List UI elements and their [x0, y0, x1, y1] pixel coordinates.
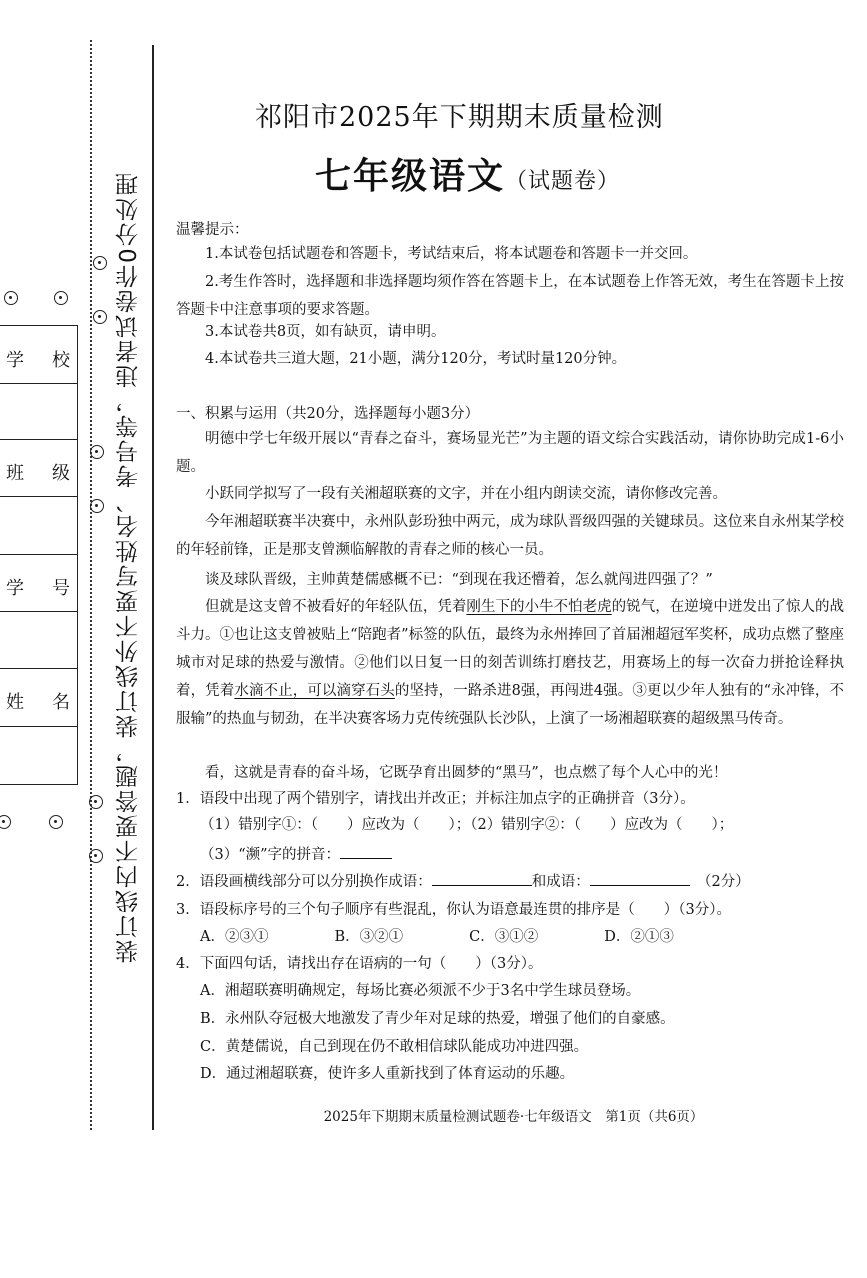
binding-hole [89, 795, 103, 809]
binding-hole [4, 291, 18, 305]
binding-hole [49, 815, 63, 829]
binding-hole [93, 256, 107, 270]
binding-dotted-line [90, 40, 92, 1130]
question-3-options [200, 925, 674, 949]
underlined-phrase: 刚生下的小牛不怕老虎 [466, 599, 612, 615]
passage-paragraph: 今年湘超联赛半决赛中，永州队彭玢独中两元，成为球队晋级四强的关键球员。这位来自永州某学校的年轻前锋，正是那支曾濒临解散的青春之师的核心一员。 [176, 514, 844, 558]
question-4-option: D．通过湘超联赛，使许多人重新找到了体育运动的乐趣。 [200, 1066, 575, 1082]
passage-paragraph: 但就是这支曾不被看好的年轻队伍，凭着刚生下的小牛不怕老虎的锐气，在逆境中迸发出了惊人的战斗力。①也让这支曾被贴上“陪跑者”标签的队伍，最终为永州捧回了首届湘超冠军奖杯，成功点燃了整座城市对足球的热爱与激情。②他们以日复一日的刻苦训练打磨技艺，用赛场上的每一次奋力拼抢诠释执着，凭着水滴不止，可以滴穿石头的坚持，一路杀进8强，再闯进4强。③更以少年人独有的“永冲锋，不服输”的热血与韧劲，在半决赛客场力克传统强队长沙队，上演了一场湘超联赛的超级黑马传奇。 [176, 599, 845, 727]
tip-item: 2.考生作答时，选择题和非选择题均须作答在答题卡上，在本试题卷上作答无效，考生在答题卡上按答题卡中注意事项的要求答题。 [176, 274, 844, 318]
name-label: 姓 名 [6, 692, 70, 713]
question-3: 3．语段标序号的三个句子顺序有些混乱，你认为语意最连贯的排序是（ ）（3分）。 [176, 902, 731, 918]
question-1-blanks: （1）错别字①：（ ）应改为（ ）；（2）错别字②：（ ）应改为（ ）； [200, 817, 734, 833]
section-intro-2: 小跃同学拟写了一段有关湘超联赛的文字，并在小组内朗读交流，请你修改完善。 [205, 486, 727, 502]
option: D．②①③ [604, 929, 674, 945]
tip-item: 3.本试卷共8页，如有缺页，请申明。 [205, 324, 446, 340]
question-4-option: C．黄楚儒说，自己到现在仍不敢相信球队能成功冲进四强。 [200, 1039, 589, 1055]
passage-paragraph: 看，这就是青春的奋斗场，它既孕育出圆梦的“黑马”，也点燃了每个人心中的光！ [205, 765, 728, 781]
student-number-label: 学 号 [6, 578, 70, 599]
exam-title: 祁阳市2025年下期期末质量检测 [255, 102, 664, 133]
binding-solid-line [152, 45, 154, 1130]
answer-blank[interactable] [590, 871, 690, 886]
binding-hole [90, 499, 104, 513]
class-label: 班 级 [6, 463, 70, 484]
student-info-table [0, 325, 78, 785]
binding-hole [90, 445, 104, 459]
question-2: 2．语段画横线部分可以分别换作成语： 和成语： （2分） [176, 870, 750, 894]
binding-hole [0, 815, 11, 829]
option: B．③②① [334, 929, 404, 945]
exam-subtitle: 七年级语文（试题卷） [315, 156, 621, 197]
binding-hole [54, 291, 68, 305]
tips-heading: 温馨提示： [176, 222, 249, 238]
underlined-phrase: 水滴不止，可以滴穿石头 [234, 683, 395, 699]
binding-warning: 装订线内不要答题，装订线外不要写姓名、考号等，违者试卷作0分处理 [116, 171, 142, 964]
answer-blank[interactable] [432, 871, 532, 886]
option: C．③①② [469, 929, 539, 945]
question-4-option: B．永州队夺冠极大地激发了青少年对足球的热爱，增强了他们的自豪感。 [200, 1011, 675, 1027]
tip-item: 1.本试卷包括试题卷和答题卡，考试结束后，将本试题卷和答题卡一并交回。 [205, 246, 698, 262]
question-4: 4．下面四句话，请找出存在语病的一句（ ）（3分）。 [176, 956, 543, 972]
question-1-pinyin: （3）“濒”字的拼音： [200, 843, 392, 867]
section-intro: 明德中学七年级开展以“青春之奋斗，赛场显光芒”为主题的语文综合实践活动，请你协助完成1-6小题。 [176, 431, 844, 475]
section-heading: 一、积累与运用（共20分，选择题每小题3分） [176, 406, 480, 422]
question-1: 1．语段中出现了两个错别字，请找出并改正；并标注加点字的正确拼音（3分）。 [176, 791, 695, 807]
school-label: 学 校 [6, 350, 70, 371]
binding-hole [89, 849, 103, 863]
answer-blank[interactable] [340, 844, 392, 859]
binding-hole [93, 310, 107, 324]
page-footer: 2025年下期期末质量检测试题卷·七年级语文 第1页（共6页） [323, 1109, 704, 1125]
tip-item: 4.本试卷共三道大题，21小题，满分120分，考试时量120分钟。 [205, 351, 627, 367]
passage-paragraph: 谈及球队晋级，主帅黄楚儒感概不已：“到现在我还懵着，怎么就闯进四强了？” [205, 572, 713, 588]
question-4-option: A．湘超联赛明确规定，每场比赛必须派不少于3名中学生球员登场。 [200, 983, 641, 999]
option: A．②③① [200, 929, 269, 945]
subtitle-paren: （试题卷） [505, 169, 621, 194]
